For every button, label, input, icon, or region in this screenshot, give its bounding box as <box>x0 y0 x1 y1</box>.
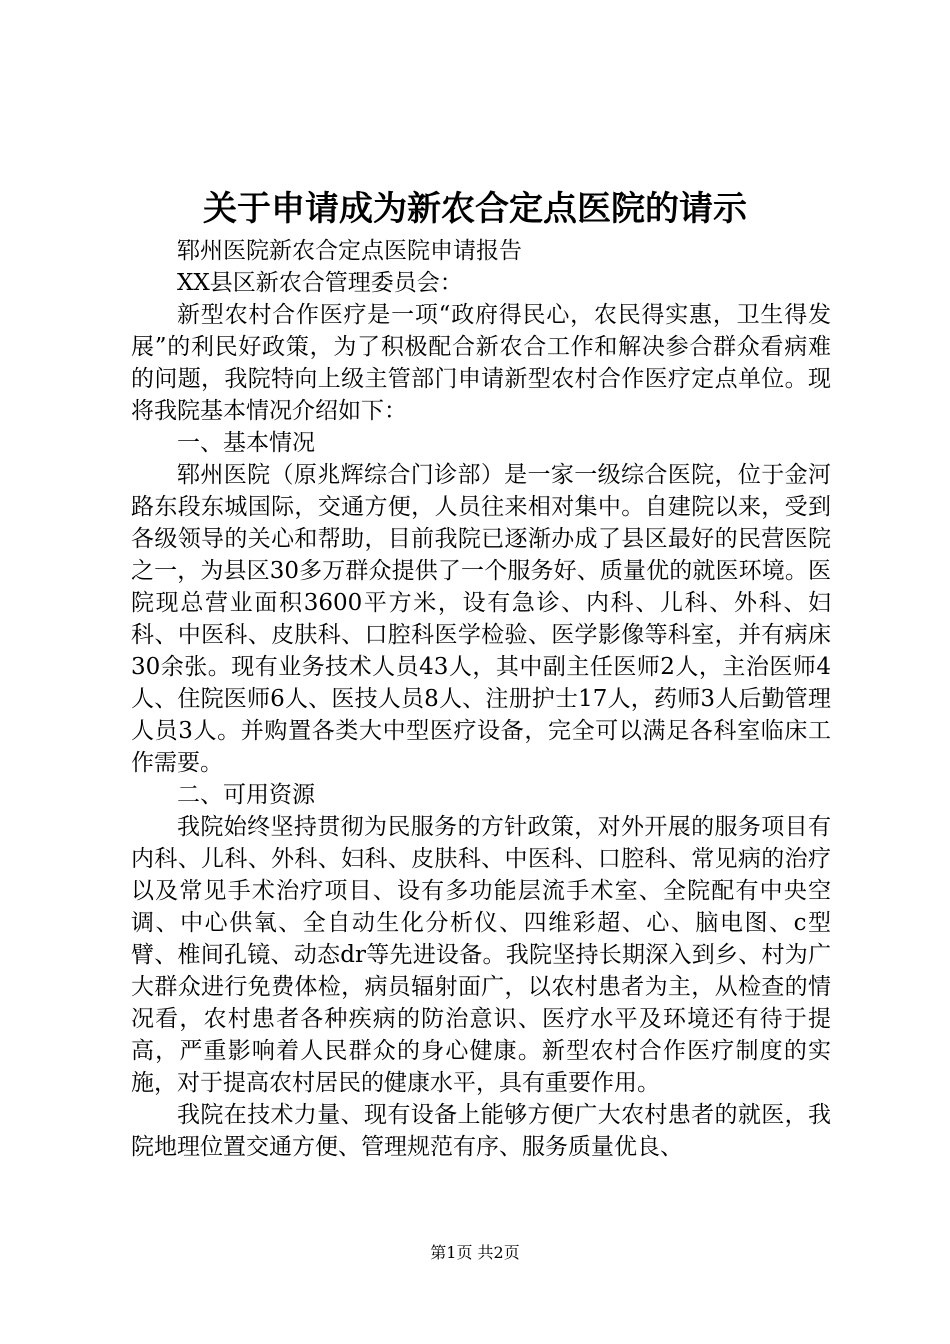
section-heading-resources: 二、可用资源 <box>177 782 315 808</box>
page-number-footer: 第1页 共2页 <box>430 1243 520 1262</box>
paragraph-addressee: XX县区新农合管理委员会： <box>177 270 463 296</box>
paragraph-report-subtitle: 郓州医院新农合定点医院申请报告 <box>177 238 522 264</box>
paragraph-intro: 新型农村合作医疗是一项“政府得民心，农民得实惠，卫生得发展”的利民好政策，为了积极配合新农合工作和解决参合群众看病难的问题，我院特向上级主管部门申请新型农村合作医疗定点单位。现将我院基本情况介绍如下： <box>131 302 831 424</box>
document-title: 关于申请成为新农合定点医院的请示 <box>203 189 747 229</box>
document-body <box>131 235 831 1163</box>
paragraph-resources: 我院始终坚持贯彻为民服务的方针政策，对外开展的服务项目有内科、儿科、外科、妇科、皮肤科、中医科、口腔科、常见病的治疗以及常见手术治疗项目、设有多功能层流手术室、全院配有中央空调、中心供氧、全自动生化分析仪、四维彩超、心、脑电图、c型臂、椎间孔镜、动态dr等先进设备。我院坚持长期深入到乡、村为广大群众进行免费体检，病员辐射面广，以农村患者为主，从检查的情况看，农村患者各种疾病的防治意识、医疗水平及环境还有待于提高，严重影响着人民群众的身心健康。新型农村合作医疗制度的实施，对于提高农村居民的健康水平，具有重要作用。 <box>131 814 831 1096</box>
paragraph-advantages: 我院在技术力量、现有设备上能够方便广大农村患者的就医，我院地理位置交通方便、管理规范有序、服务质量优良、 <box>131 1102 831 1160</box>
section-heading-basic-info: 一、基本情况 <box>177 430 315 456</box>
paragraph-basic-info: 郓州医院（原兆辉综合门诊部）是一家一级综合医院，位于金河路东段东城国际，交通方便，人员往来相对集中。自建院以来，受到各级领导的关心和帮助，目前我院已逐渐办成了县区最好的民营医院之一，为县区30多万群众提供了一个服务好、质量优的就医环境。医院现总营业面积3600平方米，设有急诊、内科、儿科、外科、妇科、中医科、皮肤科、口腔科医学检验、医学影像等科室，并有病床30余张。现有业务技术人员43人，其中副主任医师2人，主治医师4人、住院医师6人、医技人员8人、注册护士17人，药师3人后勤管理人员3人。并购置各类大中型医疗设备，完全可以满足各科室临床工作需要。 <box>131 462 831 776</box>
